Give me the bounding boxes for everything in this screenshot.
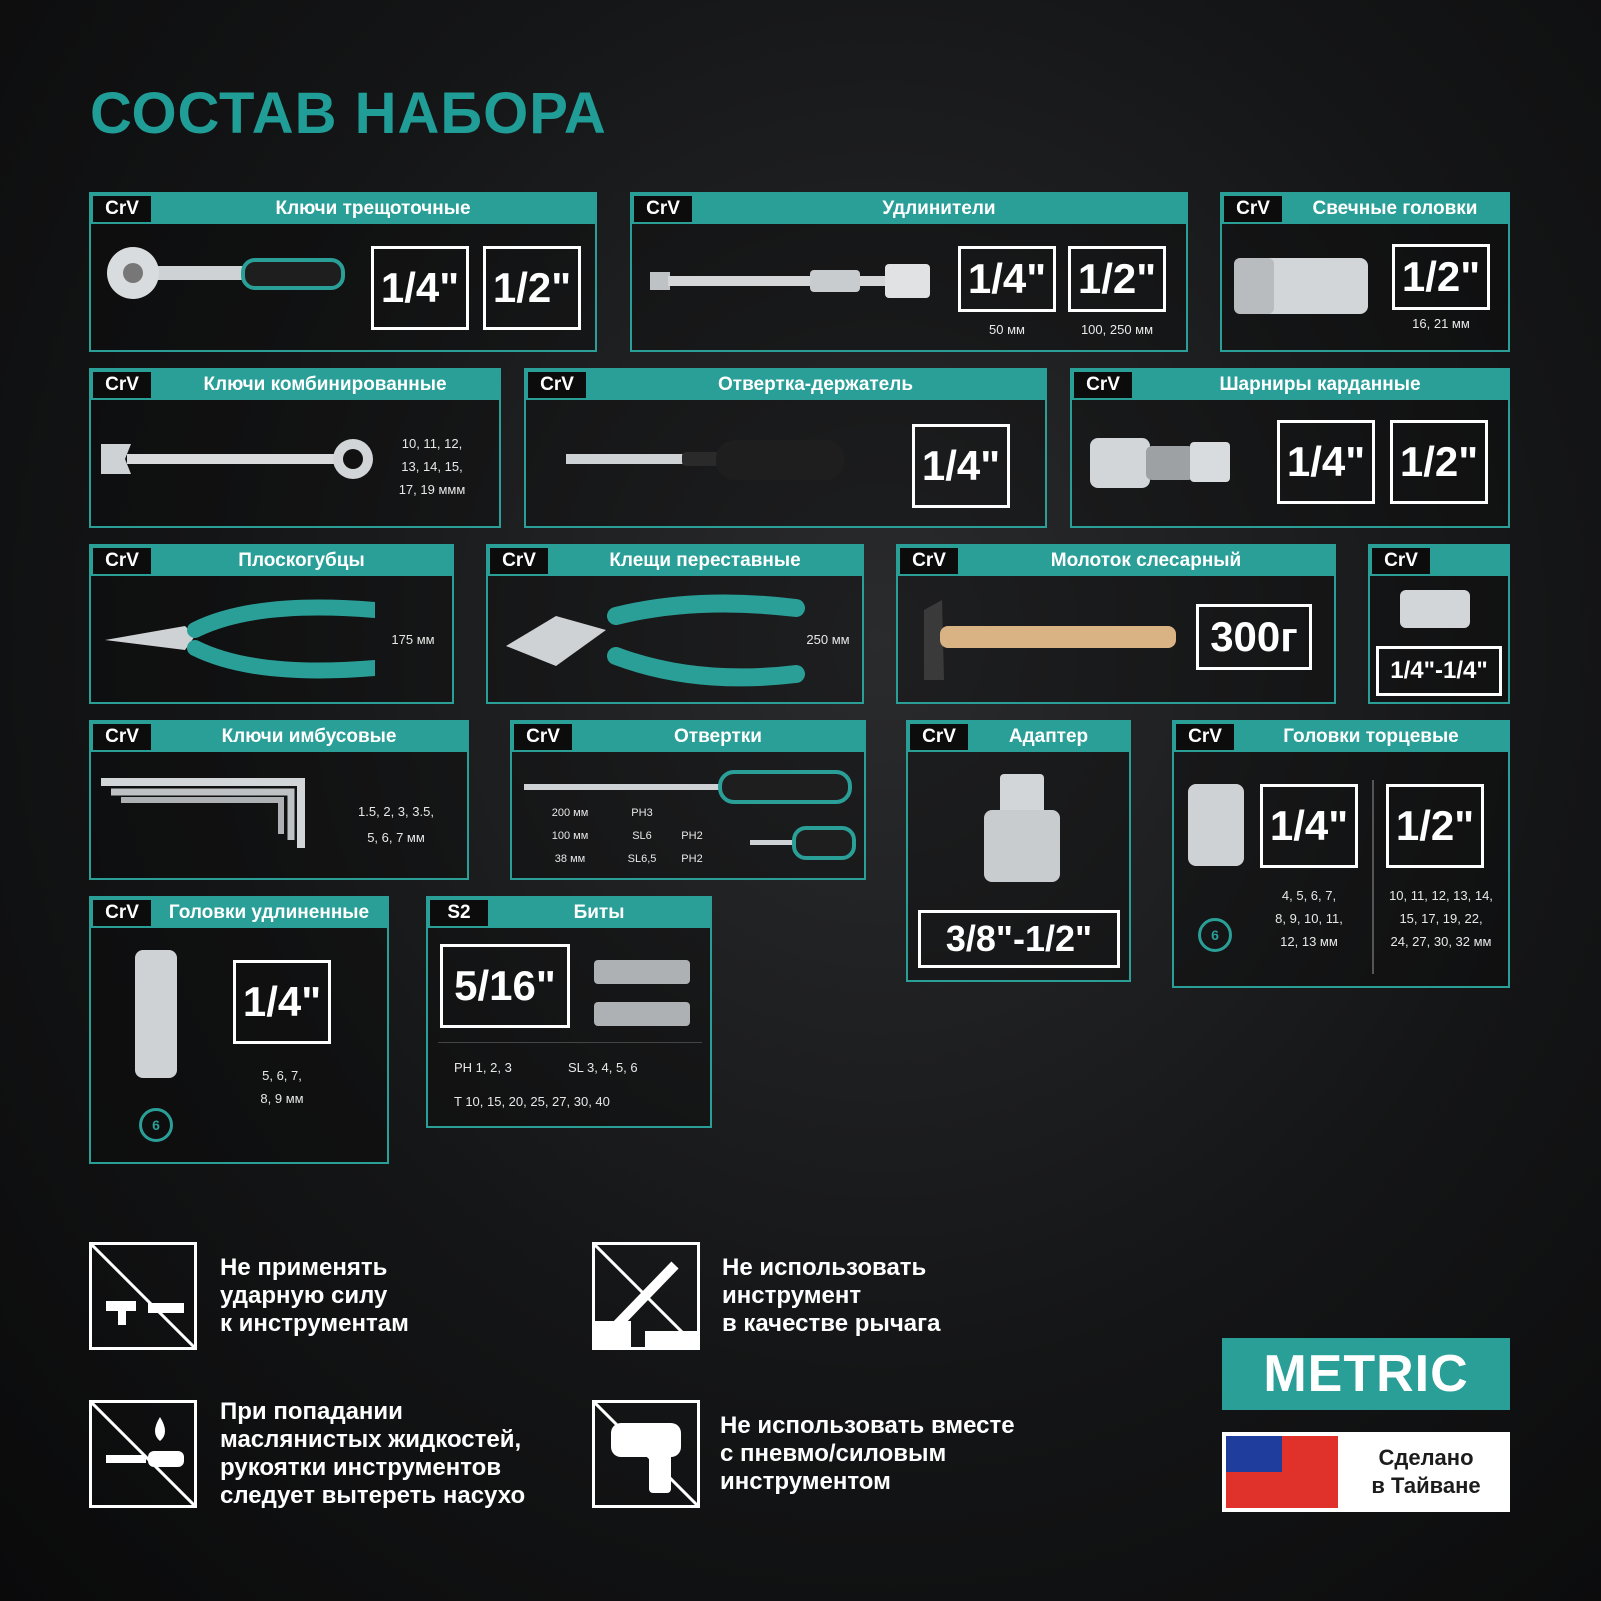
adapter-icon bbox=[984, 774, 1064, 884]
note: 5, 6, 7 мм bbox=[367, 830, 425, 845]
size-box: 1/4" bbox=[958, 246, 1056, 312]
card-title: Клещи переставные bbox=[609, 550, 801, 571]
material-label: CrV bbox=[910, 724, 968, 750]
size-box: 1/2" bbox=[1392, 244, 1490, 310]
note: 16, 21 мм bbox=[1412, 316, 1470, 331]
card-title: Молоток слесарный bbox=[1050, 550, 1242, 571]
note: 100, 250 мм bbox=[1080, 322, 1154, 337]
card-slip-joint bbox=[486, 544, 864, 704]
made-in-line: Сделано bbox=[1378, 1445, 1474, 1470]
pliers-icon bbox=[105, 590, 375, 690]
card-deep-sockets bbox=[89, 896, 389, 1164]
card-title: Ключи трещоточные bbox=[275, 198, 471, 219]
size-box: 3/8"-1/2" bbox=[918, 910, 1120, 968]
deep-socket-icon bbox=[135, 950, 179, 1080]
card-title: Ключи имбусовые bbox=[221, 726, 397, 747]
note: 4, 5, 6, 7, bbox=[1281, 888, 1337, 903]
size-box: 1/2" bbox=[1386, 784, 1484, 868]
material-label: CrV bbox=[1372, 548, 1430, 574]
material-label: CrV bbox=[93, 900, 151, 926]
note: 1.5, 2, 3, 3.5, bbox=[358, 804, 434, 819]
card-title: Ключи комбинированные bbox=[203, 374, 447, 395]
coupler-socket-icon bbox=[1400, 586, 1470, 632]
warning-text: Не применять ударную силу к инструментам bbox=[220, 1254, 409, 1337]
material-label: CrV bbox=[514, 724, 572, 750]
spark-socket-icon bbox=[1234, 252, 1374, 320]
card-adapter bbox=[906, 720, 1131, 982]
size-box: 1/4" bbox=[1260, 784, 1358, 868]
no-lever-icon bbox=[592, 1242, 700, 1350]
note: PH3 bbox=[631, 807, 653, 819]
card-title: Отвертки bbox=[674, 726, 762, 747]
note: 10, 11, 12, 13, 14, bbox=[1389, 888, 1493, 903]
material-label: CrV bbox=[93, 196, 151, 222]
note: 250 мм bbox=[806, 632, 850, 647]
card-title: Свечные головки bbox=[1312, 198, 1478, 219]
taiwan-flag-icon bbox=[1226, 1436, 1338, 1508]
bits-icon bbox=[594, 954, 694, 1038]
note: 8, 9 мм bbox=[260, 1091, 304, 1106]
size-box: 1/4" bbox=[371, 246, 469, 330]
size-box: 300г bbox=[1196, 604, 1312, 670]
note: 38 мм bbox=[554, 853, 586, 865]
note: PH2 bbox=[681, 830, 703, 842]
note: 24, 27, 30, 32 мм bbox=[1390, 934, 1492, 949]
material-label: S2 bbox=[430, 900, 488, 926]
card-title: Головки удлиненные bbox=[168, 902, 370, 923]
material-label: CrV bbox=[490, 548, 548, 574]
material-label: CrV bbox=[93, 724, 151, 750]
card-title: Плоскогубцы bbox=[238, 550, 365, 571]
no-hammer-icon bbox=[89, 1242, 197, 1350]
socket-icon bbox=[1188, 784, 1248, 868]
card-ratchets bbox=[89, 192, 597, 352]
card-coupler bbox=[1368, 544, 1510, 704]
no-oil-icon bbox=[89, 1400, 197, 1508]
card-title: Головки торцевые bbox=[1283, 726, 1459, 747]
bits-ph-note: PH 1, 2, 3 bbox=[454, 1060, 512, 1075]
ratchet-icon bbox=[103, 236, 353, 316]
material-label: CrV bbox=[93, 372, 151, 398]
card-ujoints bbox=[1070, 368, 1510, 528]
size-box: 1/2" bbox=[483, 246, 581, 330]
card-hammer bbox=[896, 544, 1336, 704]
note: 5, 6, 7, bbox=[262, 1068, 302, 1083]
card-extensions bbox=[630, 192, 1188, 352]
hex-6-icon: 6 bbox=[1198, 918, 1232, 952]
size-box: 5/16" bbox=[440, 944, 570, 1028]
card-combo bbox=[89, 368, 501, 528]
warning-text: Не использовать вместе с пневмо/силовым инструментом bbox=[720, 1412, 1015, 1495]
note: 15, 17, 19, 22, bbox=[1399, 911, 1483, 926]
made-in-line: в Тайване bbox=[1371, 1473, 1481, 1498]
card-screwdrivers bbox=[510, 720, 866, 880]
card-title: Биты bbox=[573, 902, 625, 923]
hex-6-icon: 6 bbox=[139, 1108, 173, 1142]
combination-wrench-icon bbox=[101, 434, 381, 484]
material-label: CrV bbox=[1224, 196, 1282, 222]
size-box: 1/4" bbox=[1277, 420, 1375, 504]
card-title: Отвертка-держатель bbox=[717, 374, 914, 395]
card-hex-keys bbox=[89, 720, 469, 880]
slip-joint-pliers-icon bbox=[496, 586, 806, 696]
warning-text: При попадании маслянистых жидкостей, рукоятки инструментов следует вытереть насухо bbox=[220, 1398, 526, 1509]
card-spark bbox=[1220, 192, 1510, 352]
note: 175 мм bbox=[391, 632, 435, 647]
note: 10, 11, 12, bbox=[401, 436, 463, 451]
material-label: CrV bbox=[1074, 372, 1132, 398]
note: SL6,5 bbox=[627, 853, 657, 865]
card-title: Удлинители bbox=[882, 198, 996, 219]
note: 17, 19 ммм bbox=[398, 482, 466, 497]
metric-badge: METRIC bbox=[1222, 1338, 1510, 1410]
card-title: Адаптер bbox=[1008, 726, 1089, 747]
bits-sl-note: SL 3, 4, 5, 6 bbox=[568, 1060, 638, 1075]
note: 50 мм bbox=[989, 322, 1025, 337]
note: SL6 bbox=[632, 830, 652, 842]
material-label: CrV bbox=[93, 548, 151, 574]
size-box: 1/2" bbox=[1068, 246, 1166, 312]
note: 13, 14, 15, bbox=[401, 459, 463, 474]
card-driver-holder bbox=[524, 368, 1047, 528]
size-box: 1/4" bbox=[912, 424, 1010, 508]
material-label: CrV bbox=[1176, 724, 1234, 750]
no-power-tool-icon bbox=[592, 1400, 700, 1508]
note: 200 мм bbox=[551, 807, 589, 819]
page-title: СОСТАВ НАБОРА bbox=[90, 81, 607, 146]
hammer-icon bbox=[920, 596, 1180, 686]
universal-joint-icon bbox=[1090, 432, 1250, 492]
note: PH2 bbox=[681, 853, 703, 865]
card-bits bbox=[426, 896, 712, 1128]
warning-text: Не использовать инструмент в качестве рычага bbox=[722, 1254, 941, 1337]
size-box: 1/2" bbox=[1390, 420, 1488, 504]
note: 12, 13 мм bbox=[1280, 934, 1338, 949]
hex-key-icon bbox=[101, 768, 331, 858]
card-pliers bbox=[89, 544, 454, 704]
material-label: CrV bbox=[900, 548, 958, 574]
screwdriver-holder-icon bbox=[566, 436, 856, 486]
material-label: CrV bbox=[528, 372, 586, 398]
card-title: Шарниры карданные bbox=[1219, 374, 1421, 395]
extension-bar-icon bbox=[650, 256, 940, 306]
card-sockets bbox=[1172, 720, 1510, 988]
size-box: 1/4"-1/4" bbox=[1376, 646, 1502, 696]
note: 100 мм bbox=[551, 830, 589, 842]
material-label: CrV bbox=[634, 196, 692, 222]
note: 8, 9, 10, 11, bbox=[1275, 911, 1343, 926]
bits-t-note: T 10, 15, 20, 25, 27, 30, 40 bbox=[454, 1094, 610, 1109]
size-box: 1/4" bbox=[233, 960, 331, 1044]
made-in-badge bbox=[1222, 1432, 1510, 1512]
